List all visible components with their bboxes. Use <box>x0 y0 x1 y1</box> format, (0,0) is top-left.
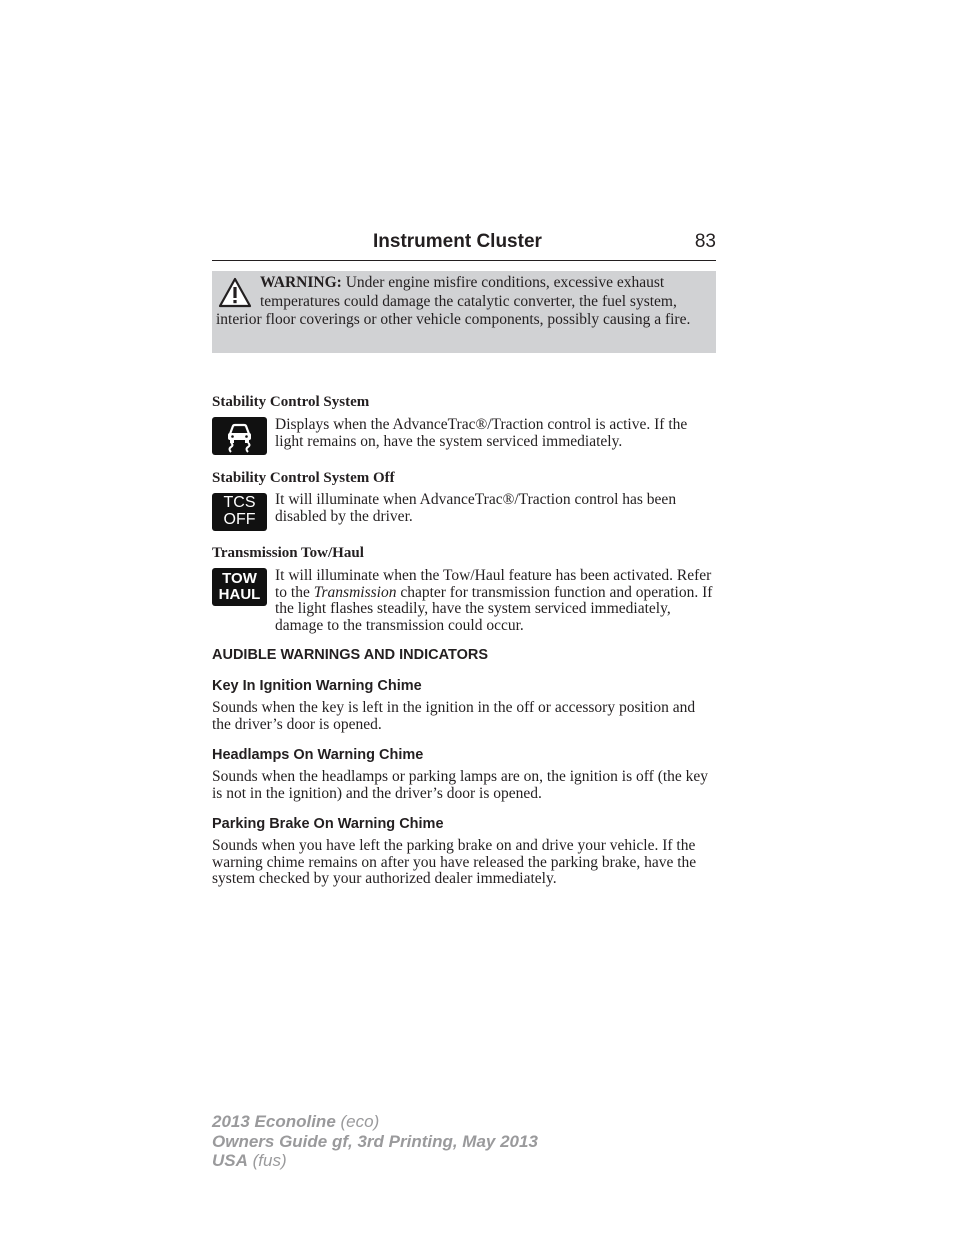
footer-region: USA <box>212 1151 248 1170</box>
stability-control-heading: Stability Control System <box>212 394 370 410</box>
audible-warnings-heading: AUDIBLE WARNINGS AND INDICATORS <box>212 647 489 663</box>
warning-box <box>212 271 716 353</box>
tow-haul-text-part2: chapter for transmission function and operation. If the light flashes steadily, have the system serviced immediately, damage to the transmission could occur. <box>275 583 713 634</box>
footer-line-guide: Owners Guide gf, 3rd Printing, May 2013 <box>212 1131 538 1151</box>
warning-triangle-icon <box>218 276 252 310</box>
footer-model: 2013 Econoline <box>212 1112 336 1131</box>
warning-label: WARNING: <box>260 274 342 291</box>
page-number: 83 <box>694 231 716 252</box>
off-label: OFF <box>223 510 256 528</box>
footer-line-model <box>212 1112 538 1132</box>
tow-haul-heading: Transmission Tow/Haul <box>212 545 364 561</box>
tow-haul-description <box>275 568 716 634</box>
footer-line-region <box>212 1151 538 1171</box>
tow-label: TOW <box>222 570 257 587</box>
section-title: Instrument Cluster <box>373 231 542 252</box>
stability-control-icon <box>212 417 267 455</box>
stability-control-off-description: It will illuminate when AdvanceTrac®/Traction control has been disabled by the driver. <box>275 491 677 525</box>
tow-haul-text-part1: It will illuminate when the Tow/Haul feature has been activated. Refer to the <box>275 567 712 601</box>
headlamps-on-text: Sounds when the headlamps or parking lamps are on, the ignition is off (the key is not in the ignition) and the driver’s door is opened. <box>212 768 709 802</box>
tcs-off-icon <box>212 493 267 531</box>
warning-text: Under engine misfire conditions, excessive exhaust temperatures could damage the catalytic converter, the fuel system, interior floor coverings or other vehicle components, possibly causing a fire. <box>216 274 691 328</box>
footer-model-code: (eco) <box>335 1112 380 1131</box>
transmission-chapter-reference: Transmission <box>313 583 397 601</box>
parking-brake-heading: Parking Brake On Warning Chime <box>212 816 444 832</box>
footer-region-code: (fus) <box>247 1151 287 1170</box>
key-in-ignition-text: Sounds when the key is left in the ignition in the off or accessory position and the driver’s door is opened. <box>212 699 696 733</box>
tow-haul-icon <box>212 568 267 606</box>
parking-brake-text: Sounds when you have left the parking brake on and drive your vehicle. If the warning chime remains on after you have released the parking brake, have the system checked by your authorized dealer immediately. <box>212 837 697 887</box>
stability-control-description: Displays when the AdvanceTrac®/Traction control is active. If the light remains on, have the system serviced immediately. <box>275 416 688 450</box>
headlamps-on-heading: Headlamps On Warning Chime <box>212 747 424 763</box>
page-footer <box>212 1112 538 1171</box>
stability-control-indicator <box>212 417 267 455</box>
tcs-label: TCS <box>223 494 256 511</box>
page-header <box>212 230 716 261</box>
haul-label: HAUL <box>218 585 261 603</box>
key-in-ignition-heading: Key In Ignition Warning Chime <box>212 678 422 694</box>
stability-control-off-heading: Stability Control System Off <box>212 470 395 486</box>
